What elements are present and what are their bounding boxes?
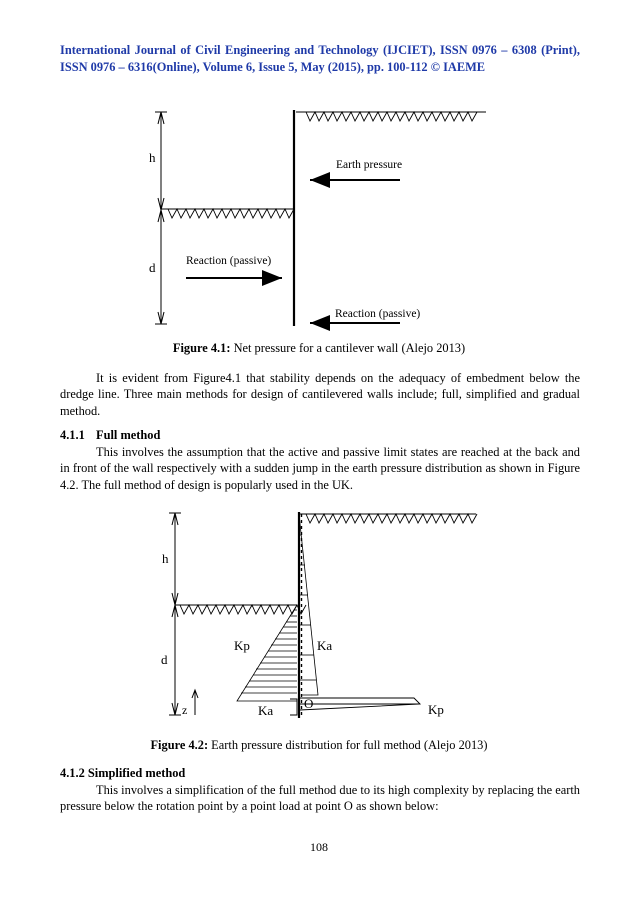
paragraph-2 — [60, 444, 580, 493]
figure-1-label-reaction-left: Reaction (passive) — [186, 255, 272, 267]
journal-header — [60, 42, 580, 76]
page-number: 108 — [310, 840, 328, 854]
figure-1-label-d: d — [149, 260, 156, 275]
figure-2-kp-bottom-load — [300, 698, 420, 710]
figure-2-label-h: h — [162, 551, 169, 566]
section-4-1-2-title: 4.1.2 Simplified method — [60, 766, 186, 780]
section-4-1-2-heading — [60, 766, 185, 781]
section-4-1-1-heading — [60, 428, 160, 443]
section-4-1-1-number: 4.1.1 — [60, 428, 85, 442]
paragraph-1-text: It is evident from Figure4.1 that stability depends on the adequacy of embedment below the dredge line. Three main methods for design of cantilevered walls include; full, simplified and gradual method. — [60, 371, 580, 418]
figure-2-dredge-line — [175, 605, 306, 614]
figure-2-kp-passive-triangle — [237, 605, 297, 701]
figure-2-ground-top — [299, 514, 477, 523]
figure-4-2-caption-text: Earth pressure distribution for full method (Alejo 2013) — [208, 738, 488, 752]
figure-2-z-arrow — [192, 690, 198, 715]
figure-4-1-caption-label: Figure 4.1: — [172, 341, 231, 355]
figure-2-label-point-o: O — [304, 696, 314, 711]
paragraph-2-text: This involves the assumption that the active and passive limit states are reached at the back and in front of the wall respectively with a sudden jump in the earth pressure distribution as shown in Figure 4.2. The full method of design is popularly used in the UK. — [60, 445, 580, 492]
figure-2-label-kp-left: Kp — [234, 638, 250, 653]
figure-1-label-earth-pressure: Earth pressure — [336, 159, 403, 171]
figure-1-dimension-line — [155, 112, 167, 324]
figure-1-label-reaction-bottom: Reaction (passive) — [335, 308, 421, 320]
figure-4-1 — [0, 100, 638, 335]
figure-1-label-h: h — [149, 150, 156, 165]
figure-1-dredge-line — [161, 209, 294, 218]
figure-2-ka-bottom-marker — [290, 699, 297, 715]
paragraph-1 — [60, 370, 580, 419]
figure-1-ground-top — [296, 112, 486, 121]
paragraph-3 — [60, 782, 580, 815]
figure-2-label-ka-right: Ka — [317, 638, 333, 653]
figure-2-label-kp-bottom: Kp — [428, 702, 444, 717]
figure-4-2-caption — [0, 738, 638, 753]
figure-4-1-caption — [0, 341, 638, 356]
header-line-1: International Journal of Civil Engineering and Technology (IJCIET), ISSN 0976 – 6308 (Print), — [60, 43, 580, 57]
figure-4-2-caption-label: Figure 4.2: — [150, 738, 209, 752]
figure-4-2 — [0, 505, 638, 730]
figure-2-label-ka-bottom: Ka — [258, 703, 274, 718]
header-line-2: ISSN 0976 – 6316(Online), Volume 6, Issue 5, May (2015), pp. 100-112 © IAEME — [60, 60, 486, 74]
section-4-1-1-title: Full method — [96, 428, 161, 442]
figure-2-label-z: z — [182, 703, 188, 717]
paragraph-3-text: This involves a simplification of the full method due to its high complexity by replacing the earth pressure below the rotation point by a point load at point O as shown below: — [60, 783, 580, 814]
figure-4-1-caption-text: Net pressure for a cantilever wall (Alejo 2013) — [230, 341, 466, 355]
figure-2-dimension-line — [169, 513, 181, 715]
figure-2-label-d: d — [161, 652, 168, 667]
